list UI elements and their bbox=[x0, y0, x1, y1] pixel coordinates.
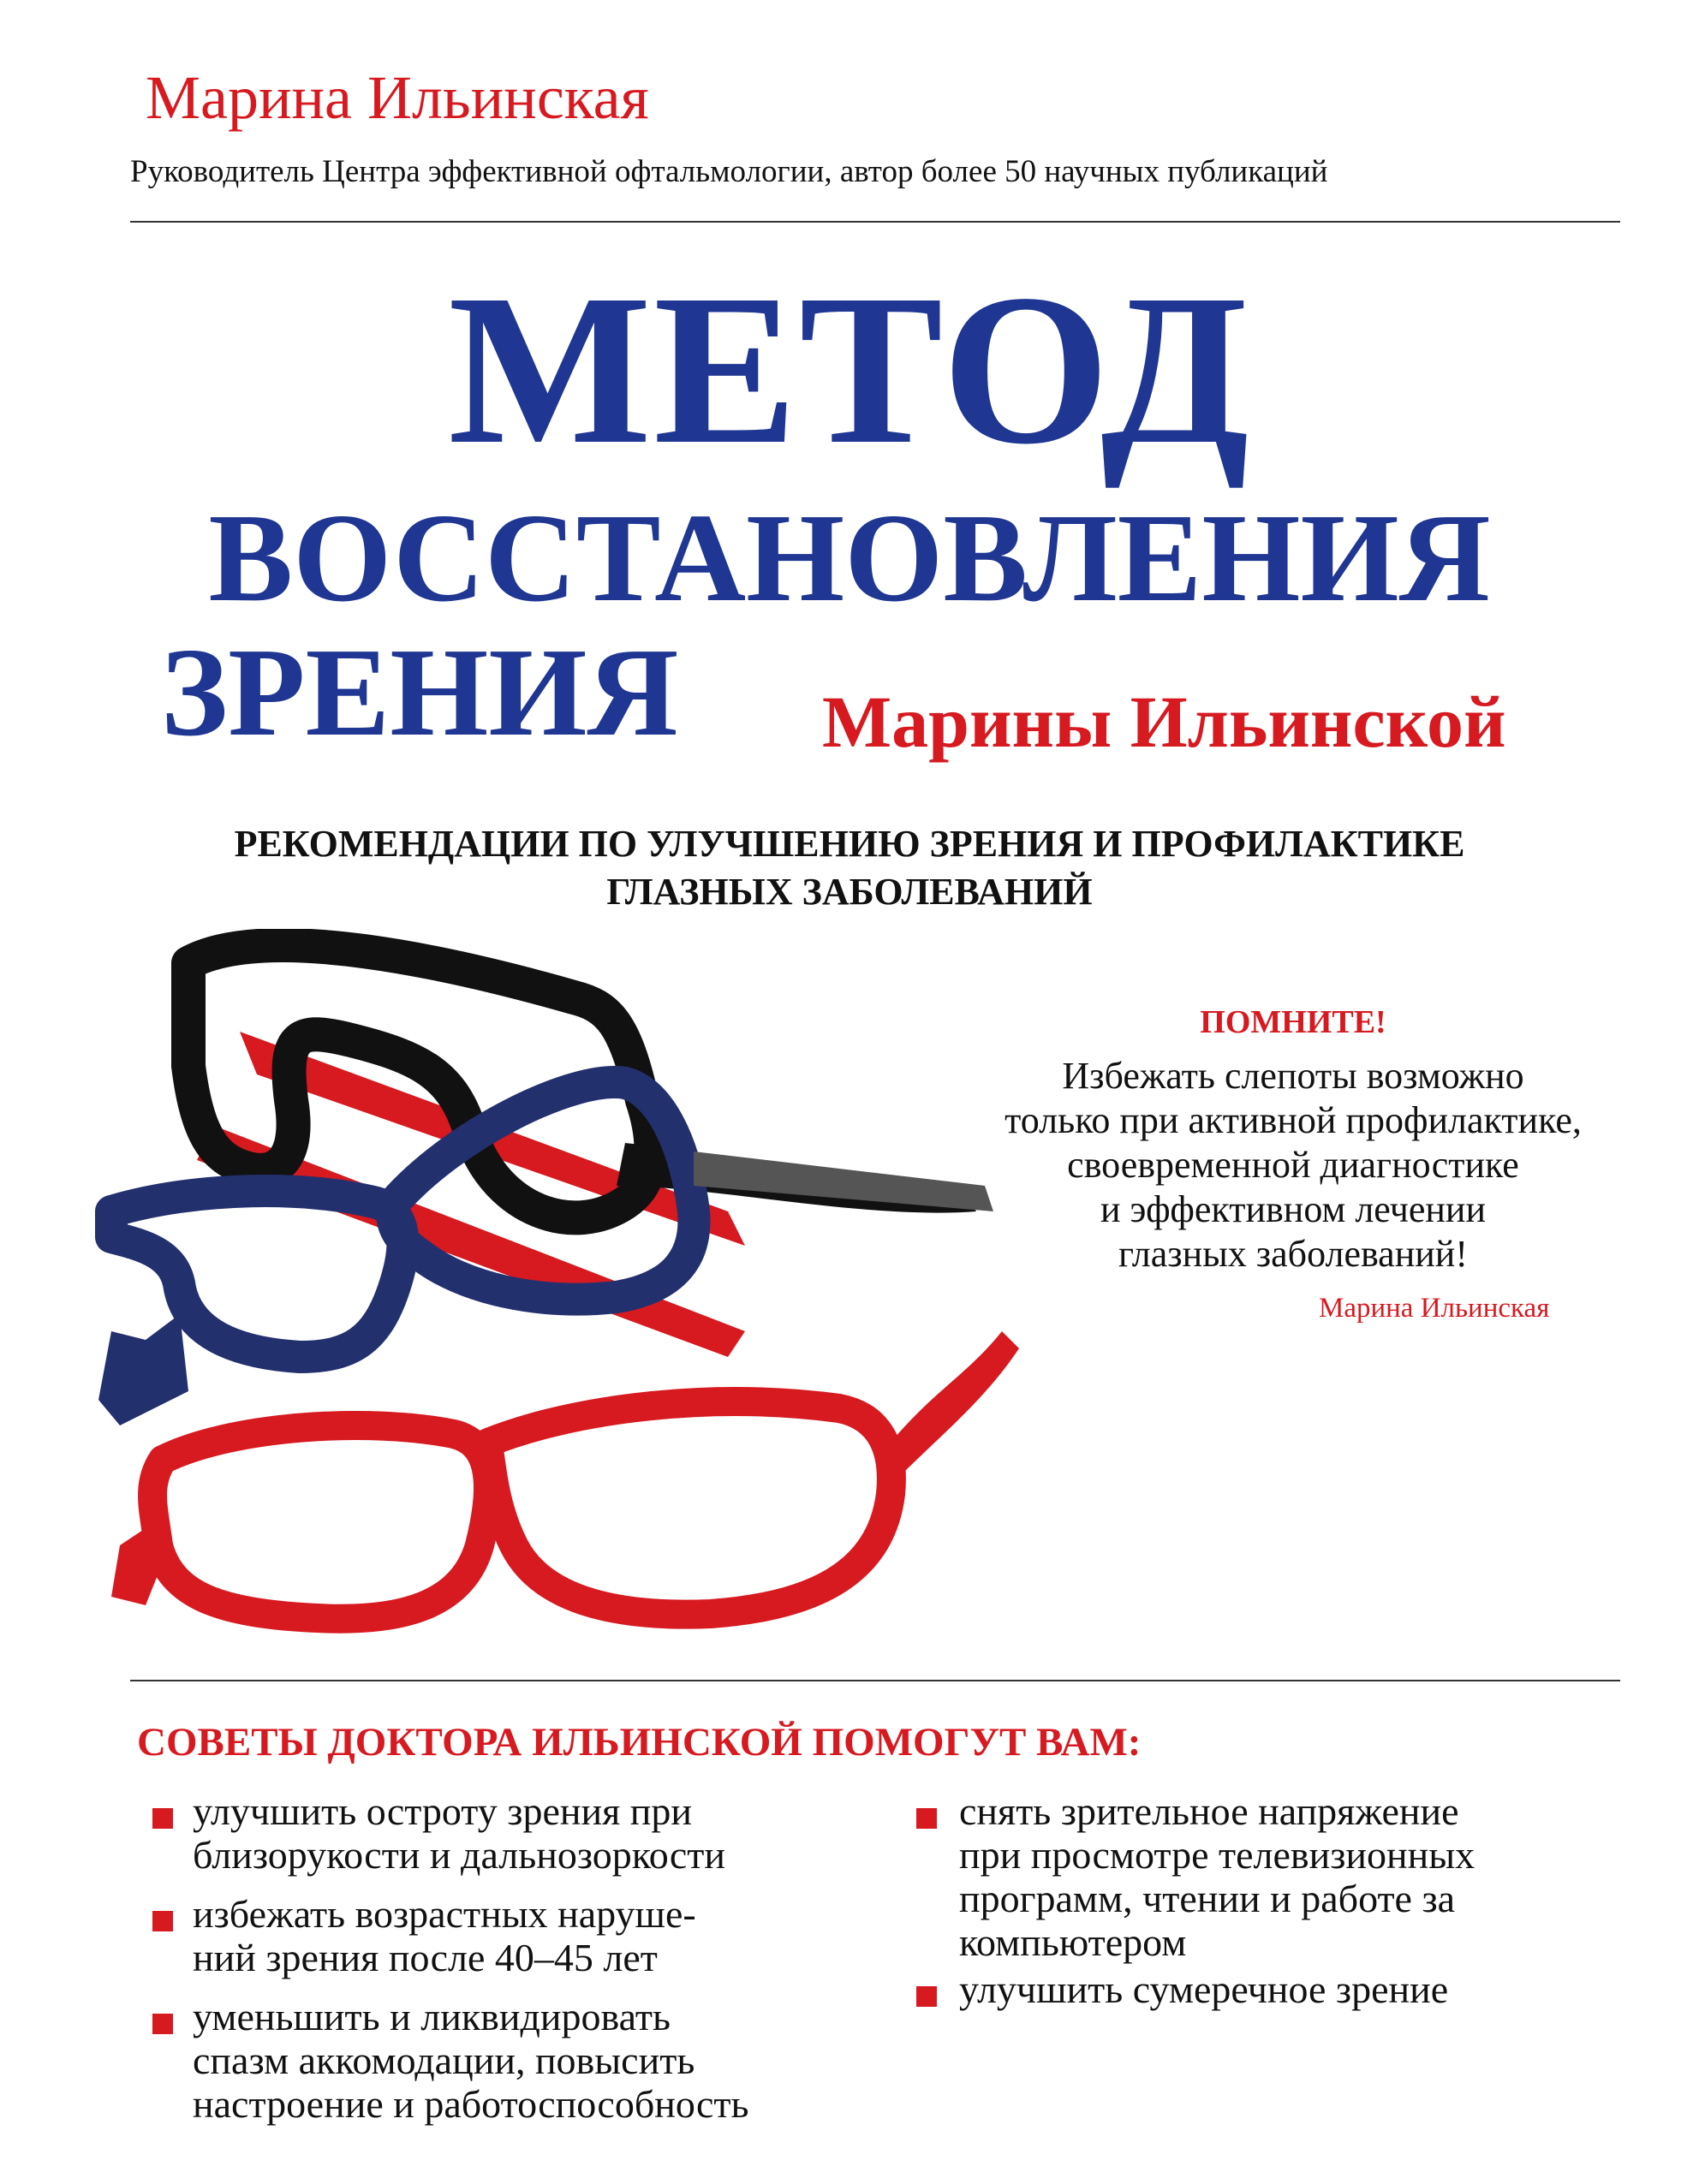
author-name: Марина Ильинская bbox=[146, 63, 649, 132]
quote-signature: Марина Ильинская bbox=[1319, 1293, 1550, 1324]
title-line-3: ЗРЕНИЯ bbox=[161, 622, 679, 763]
tip-line: избежать возрастных наруше- bbox=[193, 1892, 696, 1936]
tip-line: спазм аккомодации, повысить bbox=[193, 2038, 695, 2082]
tip-line: улучшить сумеречное зрение bbox=[959, 1967, 1449, 2011]
tip-line: близорукости и дальнозоркости bbox=[193, 1833, 726, 1877]
quote-block bbox=[933, 1006, 1653, 1276]
tip-line: улучшить остроту зрения при bbox=[193, 1789, 693, 1833]
quote-heading: ПОМНИТЕ! bbox=[1200, 1004, 1386, 1040]
tip-item bbox=[193, 1995, 748, 2126]
tip-item bbox=[959, 1967, 1448, 2011]
tip-line: компьютером bbox=[959, 1920, 1187, 1964]
title-line-2: ВОССТАНОВЛЕНИЯ bbox=[208, 488, 1491, 628]
tip-line: настроение и работоспособность bbox=[193, 2082, 749, 2126]
tip-item bbox=[193, 1789, 725, 1877]
bullet-icon bbox=[152, 2014, 173, 2034]
tip-line: при просмотре телевизионных bbox=[959, 1833, 1475, 1877]
title-author: Марины Ильинской bbox=[822, 681, 1506, 763]
top-divider bbox=[130, 221, 1620, 223]
tips-heading: СОВЕТЫ ДОКТОРА ИЛЬИНСКОЙ ПОМОГУТ ВАМ: bbox=[137, 1720, 1142, 1764]
tip-line: программ, чтении и работе за bbox=[959, 1877, 1456, 1920]
subtitle-line-1: РЕКОМЕНДАЦИИ ПО УЛУЧШЕНИЮ ЗРЕНИЯ И ПРОФИЛАКТИКЕ bbox=[234, 823, 1465, 865]
bullet-icon bbox=[152, 1911, 173, 1931]
bullet-icon bbox=[916, 1808, 937, 1829]
subtitle-line-2: ГЛАЗНЫХ ЗАБОЛЕВАНИЙ bbox=[606, 871, 1093, 913]
title-line-1: МЕТОД bbox=[448, 249, 1251, 489]
tip-line: уменьшить и ликвидировать bbox=[193, 1995, 671, 2038]
quote-line: глазных заболеваний! bbox=[1118, 1233, 1468, 1275]
tip-line: ний зрения после 40–45 лет bbox=[193, 1936, 658, 1979]
tip-item bbox=[959, 1789, 1475, 1964]
author-description: Руководитель Центра эффективной офтальмологии, автор более 50 научных публикаций bbox=[130, 154, 1328, 189]
quote-line: только при активной профилактике, bbox=[1004, 1099, 1582, 1141]
quote-text bbox=[933, 1054, 1653, 1276]
bullet-icon bbox=[916, 1986, 937, 2007]
quote-line: Избежать слепоты возможно bbox=[1062, 1055, 1524, 1097]
quote-line: своевременной диагностике bbox=[1067, 1144, 1519, 1186]
subtitle bbox=[0, 820, 1699, 916]
tip-item bbox=[193, 1892, 696, 1979]
bullet-icon bbox=[152, 1808, 173, 1829]
tip-line: снять зрительное напряжение bbox=[959, 1789, 1459, 1833]
tips-divider bbox=[130, 1680, 1620, 1681]
red-glasses bbox=[111, 1331, 1019, 1619]
quote-line: и эффективном лечении bbox=[1100, 1188, 1487, 1230]
